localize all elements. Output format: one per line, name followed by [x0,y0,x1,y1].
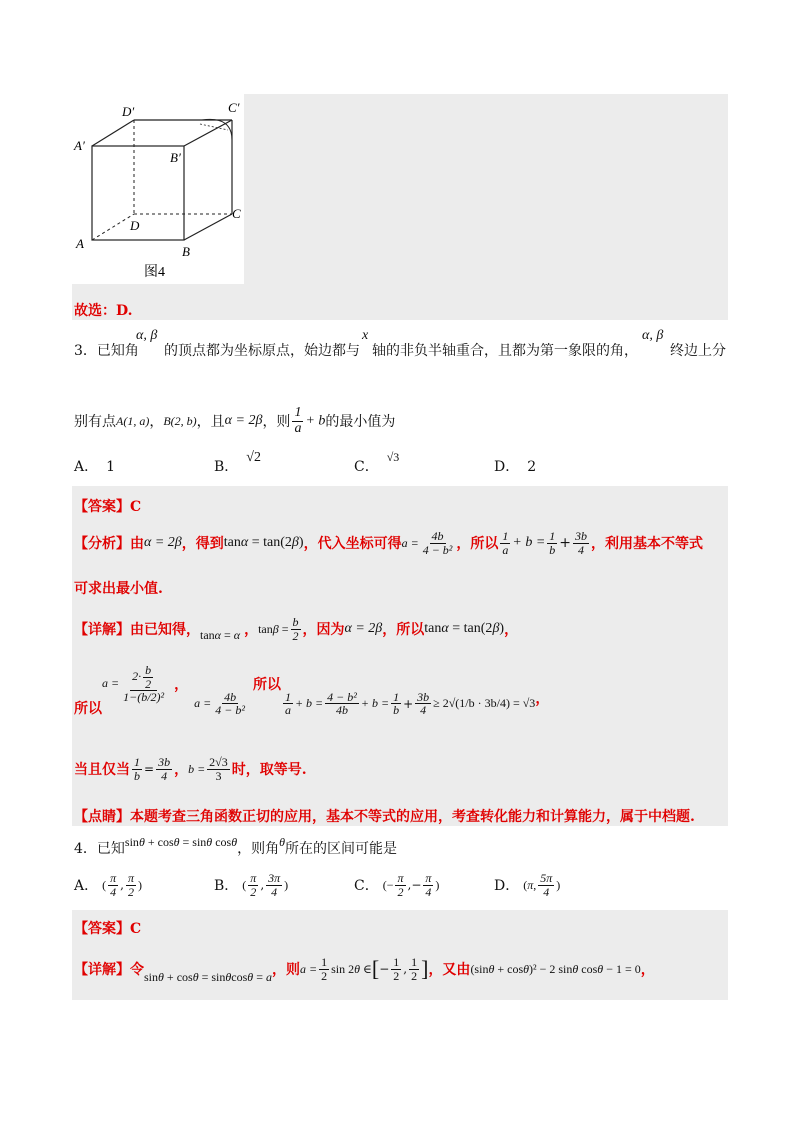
solution-block-q4 [72,910,728,1000]
q4-detail: 【详解】 令 sinθ + cosθ = sinθcosθ = a ，则 a = $\frac{1}{2}$ sin 2θ ∈ [ − $\frac{1}{2}$ , $\frac{1}{2}$ ] ，又由 (sinθ + cosθ)² − 2 sinθ cosθ − 1 = 0 ， [74,955,655,984]
q3-text: ，且 [196,414,225,431]
option-c: C．√3 [354,450,400,475]
q3-detail-line3: 当且仅当 $\frac{1}{b}$ = $\frac{3b}{4}$ ， b = $\frac{2√3}{3}$ 时，取等号. [74,755,307,783]
q3-text: ， [149,414,164,431]
option-a: A． 1 [74,459,116,475]
q3-alpha-beta: α, β [136,328,158,343]
q3-text: 的最小值为 [325,414,396,431]
q3-line2 [74,406,395,436]
point-a: A(1, a) [116,413,150,428]
point-b: B(2, b) [163,413,197,428]
q3-x: x [362,328,369,343]
q4-option-a: A． ( $\frac{\pi}{4}$ , $\frac{\pi}{2}$ ) [74,871,142,899]
option-d: D． 2 [494,459,537,475]
q3-text: ，则 [262,414,291,431]
q3-text: 的顶点都为坐标原点，始边都与 [164,343,360,359]
expr-1a-plus-b: $\frac{1}{a}$ + b [294,405,326,436]
q3-alpha-beta: α, β [642,328,664,343]
label-A: A [76,236,84,251]
label-D: D [130,218,140,233]
q3-line1 [74,340,139,360]
condition: α = 2β [224,413,263,429]
label-A1: A′ [74,138,85,153]
cube-diagram [72,94,244,284]
label-B: B [182,244,190,259]
q4-option-b: B． ( $\frac{\pi}{2}$ , $\frac{3\pi}{4}$ ) [214,871,289,899]
cube-figure [72,94,244,284]
q3-text: 终边上分 [670,343,726,359]
q3-text: 别有点 [74,414,116,431]
q3-analysis: 【分析】 由 α = 2β ，得到 tanα = tan(2β) ，代入坐标可得 a = $\frac{4b}{\text{4 − b²}}$ ，所以 $\frac{1}{a}$ + b = $\frac{1}{b}$ + $\frac{3b}{4}$ ，利用基本不等式 [74,529,704,557]
label-B1: B′ [170,150,181,165]
q3-analysis-line2: 可求出最小值. [74,581,163,597]
q3-text: 已知角 [96,343,139,359]
q4-answer: 【答案】C [74,921,142,937]
label-D1: D′ [122,104,135,119]
q3-answer: 【答案】C [74,499,142,515]
q2-answer: 故选：D. [74,303,133,319]
q3-text: 轴的非负半轴重合，且都为第一象限的角， [372,343,638,359]
option-b: B．√2 [214,450,261,475]
q3-comment: 【点睛】本题考查三角函数正切的应用，基本不等式的应用，考查转化能力和计算能力，属于中档题. [74,809,695,825]
q3-number: 3． [74,343,97,359]
figure-caption: 图4 [144,265,165,280]
q4-line1: 4． 已知 sinθ + cosθ = sinθ cosθ ，则角 θ 所在的区间可能是 [74,834,398,857]
label-C1: C′ [228,100,240,115]
q4-option-c: C． (− $\frac{\pi}{2}$ ,− $\frac{\pi}{4}$ ) [354,871,440,899]
label-C: C [232,206,241,221]
q3-detail: 【详解】 由已知得， tanα = α ， tanβ = $\frac{b}{2}$ ，因为 α = 2β ，所以 tanα = tan(2β) ， [74,615,519,643]
q3-detail-line2: 所以 a = 2· $\frac{b}{2}$ 1−(b/2)² ， a = $\frac{4b}{\text{4 − b²}}$ 所以 $\frac{1}{a}$ + b = $\frac{\text{4 − b²}}{4b}$ + b = $\frac{1}{b}$ + $\frac{3b}{4}$ ≥ 2√(1/b · 3b/4) = √3 ， [74,663,550,718]
q4-option-d: D． (π, $\frac{5\pi}{4}$ ) [494,871,561,899]
